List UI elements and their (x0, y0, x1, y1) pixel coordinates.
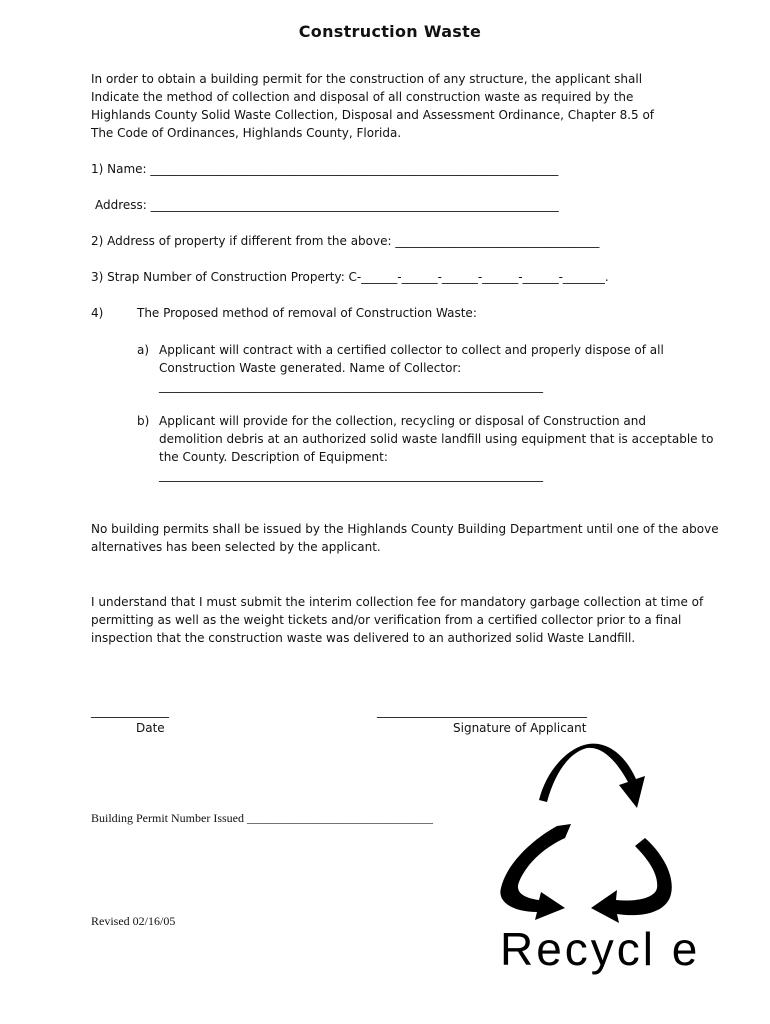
notice-line: No building permits shall be issued by the Highlands County Building Department until one of the above (91, 522, 719, 536)
option-a-text (159, 341, 664, 395)
notice-paragraph (91, 520, 719, 556)
address-field[interactable]: Address: ____________________________________________________________________ (95, 198, 559, 212)
equipment-description-field[interactable]: ________________________________________________________________ (159, 468, 543, 482)
date-label: Date (136, 721, 165, 735)
signature-line[interactable]: ___________________________________ (377, 704, 587, 718)
revised-date: Revised 02/16/05 (91, 914, 176, 928)
permit-number-field[interactable]: Building Permit Number Issued _______________________________ (91, 811, 433, 825)
option-b-line: the County. Description of Equipment: (159, 450, 388, 464)
collector-name-field[interactable]: ________________________________________________________________ (159, 379, 543, 393)
option-b-marker: b) (137, 414, 150, 428)
property-address-field[interactable]: 2) Address of property if different from the above: __________________________________ (91, 234, 600, 248)
page-title: Construction Waste (298, 22, 482, 41)
option-a-marker: a) (137, 343, 150, 357)
intro-line: Highlands County Solid Waste Collection, Disposal and Assessment Ordinance, Chapter 8.5 of (91, 108, 655, 122)
name-field[interactable]: 1) Name: ____________________________________________________________________ (91, 162, 559, 176)
recycle-word: Recycl e (500, 923, 701, 975)
acknowledgement-line: permitting as well as the weight tickets and/or verification from a certified collector prior to a final (91, 613, 682, 627)
item-4-label: The Proposed method of removal of Construction Waste: (137, 306, 477, 320)
signature-label: Signature of Applicant (453, 721, 587, 735)
intro-line: Indicate the method of collection and disposal of all construction waste as required by the (91, 90, 634, 104)
recycle-arrows-icon (495, 742, 680, 924)
date-line[interactable]: _____________ (91, 704, 169, 718)
option-a-line: Construction Waste generated. Name of Collector: (159, 361, 462, 375)
intro-line: In order to obtain a building permit for the construction of any structure, the applicant shall (91, 72, 643, 86)
notice-line: alternatives has been selected by the applicant. (91, 540, 381, 554)
option-b-text (159, 412, 713, 484)
item-4-number: 4) (91, 306, 104, 320)
option-b-line: Applicant will provide for the collection, recycling or disposal of Construction and (159, 414, 646, 428)
acknowledgement-paragraph (91, 593, 703, 647)
intro-line: The Code of Ordinances, Highlands County, Florida. (91, 126, 402, 140)
option-a-line: Applicant will contract with a certified collector to collect and properly dispose of all (159, 343, 664, 357)
intro-paragraph (91, 70, 654, 142)
acknowledgement-line: inspection that the construction waste was delivered to an authorized solid Waste Landfill. (91, 631, 636, 645)
acknowledgement-line: I understand that I must submit the interim collection fee for mandatory garbage collection at time of (91, 595, 704, 609)
option-b-line: demolition debris at an authorized solid waste landfill using equipment that is acceptable to (159, 432, 714, 446)
strap-number-field[interactable]: 3) Strap Number of Construction Property: C-______-______-______-______-______-_______. (91, 270, 609, 284)
